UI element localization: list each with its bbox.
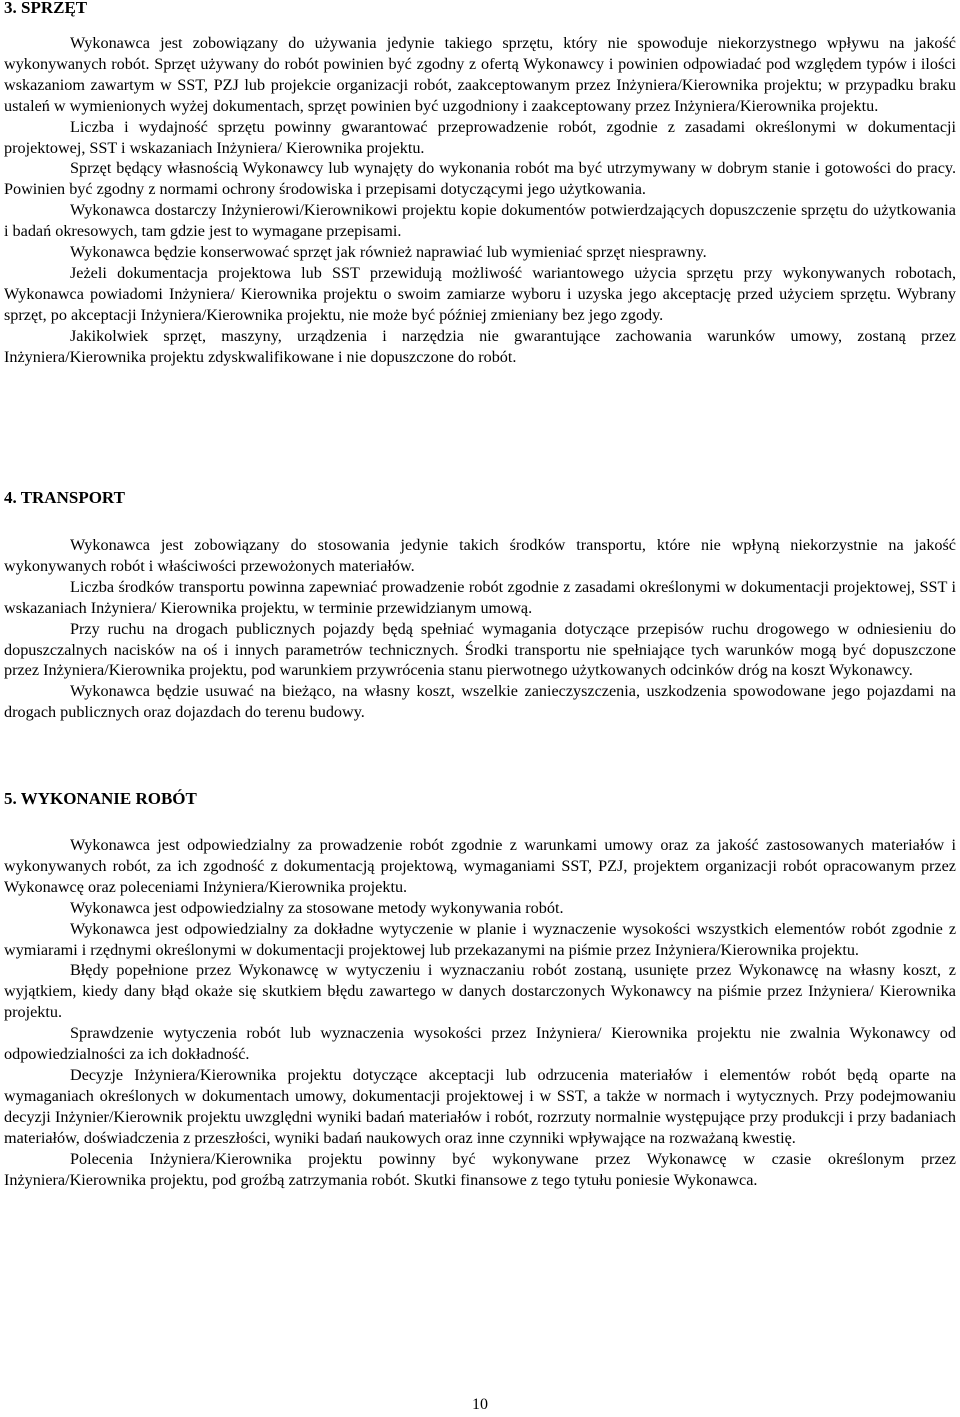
paragraph: Wykonawca jest odpowiedzialny za dokładne wytyczenie w planie i wyznaczenie wysokości wszystkich elementów robót zgodnie z wymiarami i rzędnymi określonymi w dokumentacji projektowej lub przekazanymi na piśmie przez Inżyniera/Kierownika projektu. xyxy=(4,919,956,959)
paragraph: Wykonawca jest zobowiązany do używania jedynie takiego sprzętu, który nie spowoduje niekorzystnego wpływu na jakość wykonywanych robót. Sprzęt używany do robót powinien być zgodny z ofertą Wykonawcy i powinien odpowiadać pod względem typów i ilości wskazaniom zawartym w SST, PZJ lub projekcie organizacji robót, zaakceptowanym przez Inżyniera/Kierownika projektu; w przypadku braku ustaleń w wymienionych wyżej dokumentach, sprzęt powinien być uzgodniony i zaakceptowany przez Inżyniera/Kierownika projektu. xyxy=(4,34,956,115)
paragraph: Wykonawca dostarczy Inżynierowi/Kierownikowi projektu kopie dokumentów potwierdzających dopuszczenie sprzętu do użytkowania i badań okresowych, tam gdzie jest to wymagane przepisami. xyxy=(4,201,956,241)
paragraph: Sprzęt będący własnością Wykonawcy lub wynajęty do wykonania robót ma być utrzymywany w dobrym stanie i gotowości do pracy. Powinien być zgodny z normami ochrony środowiska i przepisami dotyczącymi jego użytkowania. xyxy=(4,159,956,199)
paragraph: Wykonawca będzie konserwować sprzęt jak również naprawiać lub wymieniać sprzęt niesprawny. xyxy=(70,243,707,262)
section-body-wykonanie-robot xyxy=(4,835,956,1190)
paragraph: Wykonawca jest odpowiedzialny za prowadzenie robót zgodnie z warunkami umowy oraz za jakość zastosowanych materiałów i wykonywanych robót, za ich zgodność z dokumentacją projektową, wymaganiami SST, PZJ, projektem organizacji robót opracowanym przez Wykonawcę oraz poleceniami Inżyniera/Kierownika projektu. xyxy=(4,836,956,896)
section-body-sprzet xyxy=(4,33,956,368)
section-heading-wykonanie-robot: 5. WYKONANIE ROBÓT xyxy=(4,789,197,808)
paragraph: Jeżeli dokumentacja projektowa lub SST przewidują możliwość wariantowego użycia sprzętu przy wykonywanych robotach, Wykonawca powiadomi Inżyniera/ Kierownika projektu o swoim zamiarze wyboru i uzyska jego akceptację przed użyciem sprzętu. Wybrany sprzęt, po akceptacji Inżyniera/Kierownika projektu, nie może być później zmieniany bez jego zgody. xyxy=(4,263,956,324)
paragraph: Przy ruchu na drogach publicznych pojazdy będą spełniać wymagania dotyczące przepisów ruchu drogowego w odniesieniu do dopuszczalnych nacisków na oś i innych parametrów technicznych. Środki transportu nie spełniające tych warunków mogą być dopuszczone przez Inżyniera/Kierownika projektu, pod warunkiem przywrócenia stanu pierwotnego użytkowanych odcinków dróg na koszt Wykonawcy. xyxy=(4,619,956,680)
paragraph: Wykonawca jest odpowiedzialny za stosowane metody wykonywania robót. xyxy=(70,898,564,917)
paragraph: Polecenia Inżyniera/Kierownika projektu powinny być wykonywane przez Wykonawcę w czasie określonym przez Inżyniera/Kierownika projektu, pod groźbą zatrzymania robót. Skutki finansowe z tego tytułu poniesie Wykonawca. xyxy=(4,1149,956,1189)
paragraph: Wykonawca jest zobowiązany do stosowania jedynie takich środków transportu, które nie wpłyną niekorzystnie na jakość wykonywanych robót i właściwości przewożonych materiałów. xyxy=(4,536,956,575)
page-number: 10 xyxy=(472,1396,488,1413)
paragraph: Liczba i wydajność sprzętu powinny gwarantować przeprowadzenie robót, zgodnie z zasadami określonymi w dokumentacji projektowej, SST i wskazaniach Inżyniera/ Kierownika projektu. xyxy=(4,117,956,157)
paragraph: Błędy popełnione przez Wykonawcę w wytyczeniu i wyznaczaniu robót zostaną, usunięte przez Wykonawcę na własny koszt, z wyjątkiem, kiedy dany błąd okaże się skutkiem błędu zawartego w danych dostarczonych Wykonawcy na piśmie przez Inżyniera/ Kierownika projektu. xyxy=(4,961,956,1022)
paragraph: Decyzje Inżyniera/Kierownika projektu dotyczące akceptacji lub odrzucenia materiałów i elementów robót będą oparte na wymaganiach określonych w dokumentach umowy, dokumentacji projektowej i w SST, a także w normach i wytycznych. Przy podejmowaniu decyzji Inżynier/Kierownik projektu uwzględni wyniki badań materiałów i robót, rozrzuty normalnie występujące przy produkcji i przy badaniach materiałów, doświadczenia z przeszłości, wyniki badań naukowych oraz inne czynniki wpływające na rozważaną kwestię. xyxy=(4,1065,956,1147)
paragraph: Wykonawca będzie usuwać na bieżąco, na własny koszt, wszelkie zanieczyszczenia, uszkodzenia spowodowane jego pojazdami na drogach publicznych oraz dojazdach do terenu budowy. xyxy=(4,682,956,722)
section-body-transport xyxy=(4,535,956,723)
section-heading-transport: 4. TRANSPORT xyxy=(4,488,125,507)
paragraph: Jakikolwiek sprzęt, maszyny, urządzenia i narzędzia nie gwarantujące zachowania warunków umowy, zostaną przez Inżyniera/Kierownika projektu zdyskwalifikowane i nie dopuszczone do robót. xyxy=(4,326,956,366)
paragraph: Sprawdzenie wytyczenia robót lub wyznaczenia wysokości przez Inżyniera/ Kierownika projektu nie zwalnia Wykonawcy od odpowiedzialności za ich dokładność. xyxy=(4,1024,956,1064)
paragraph: Liczba środków transportu powinna zapewniać prowadzenie robót zgodnie z zasadami określonymi w dokumentacji projektowej, SST i wskazaniach Inżyniera/ Kierownika projektu, w terminie przewidzianym umową. xyxy=(4,577,956,617)
section-heading-sprzet: 3. SPRZĘT xyxy=(4,0,88,17)
